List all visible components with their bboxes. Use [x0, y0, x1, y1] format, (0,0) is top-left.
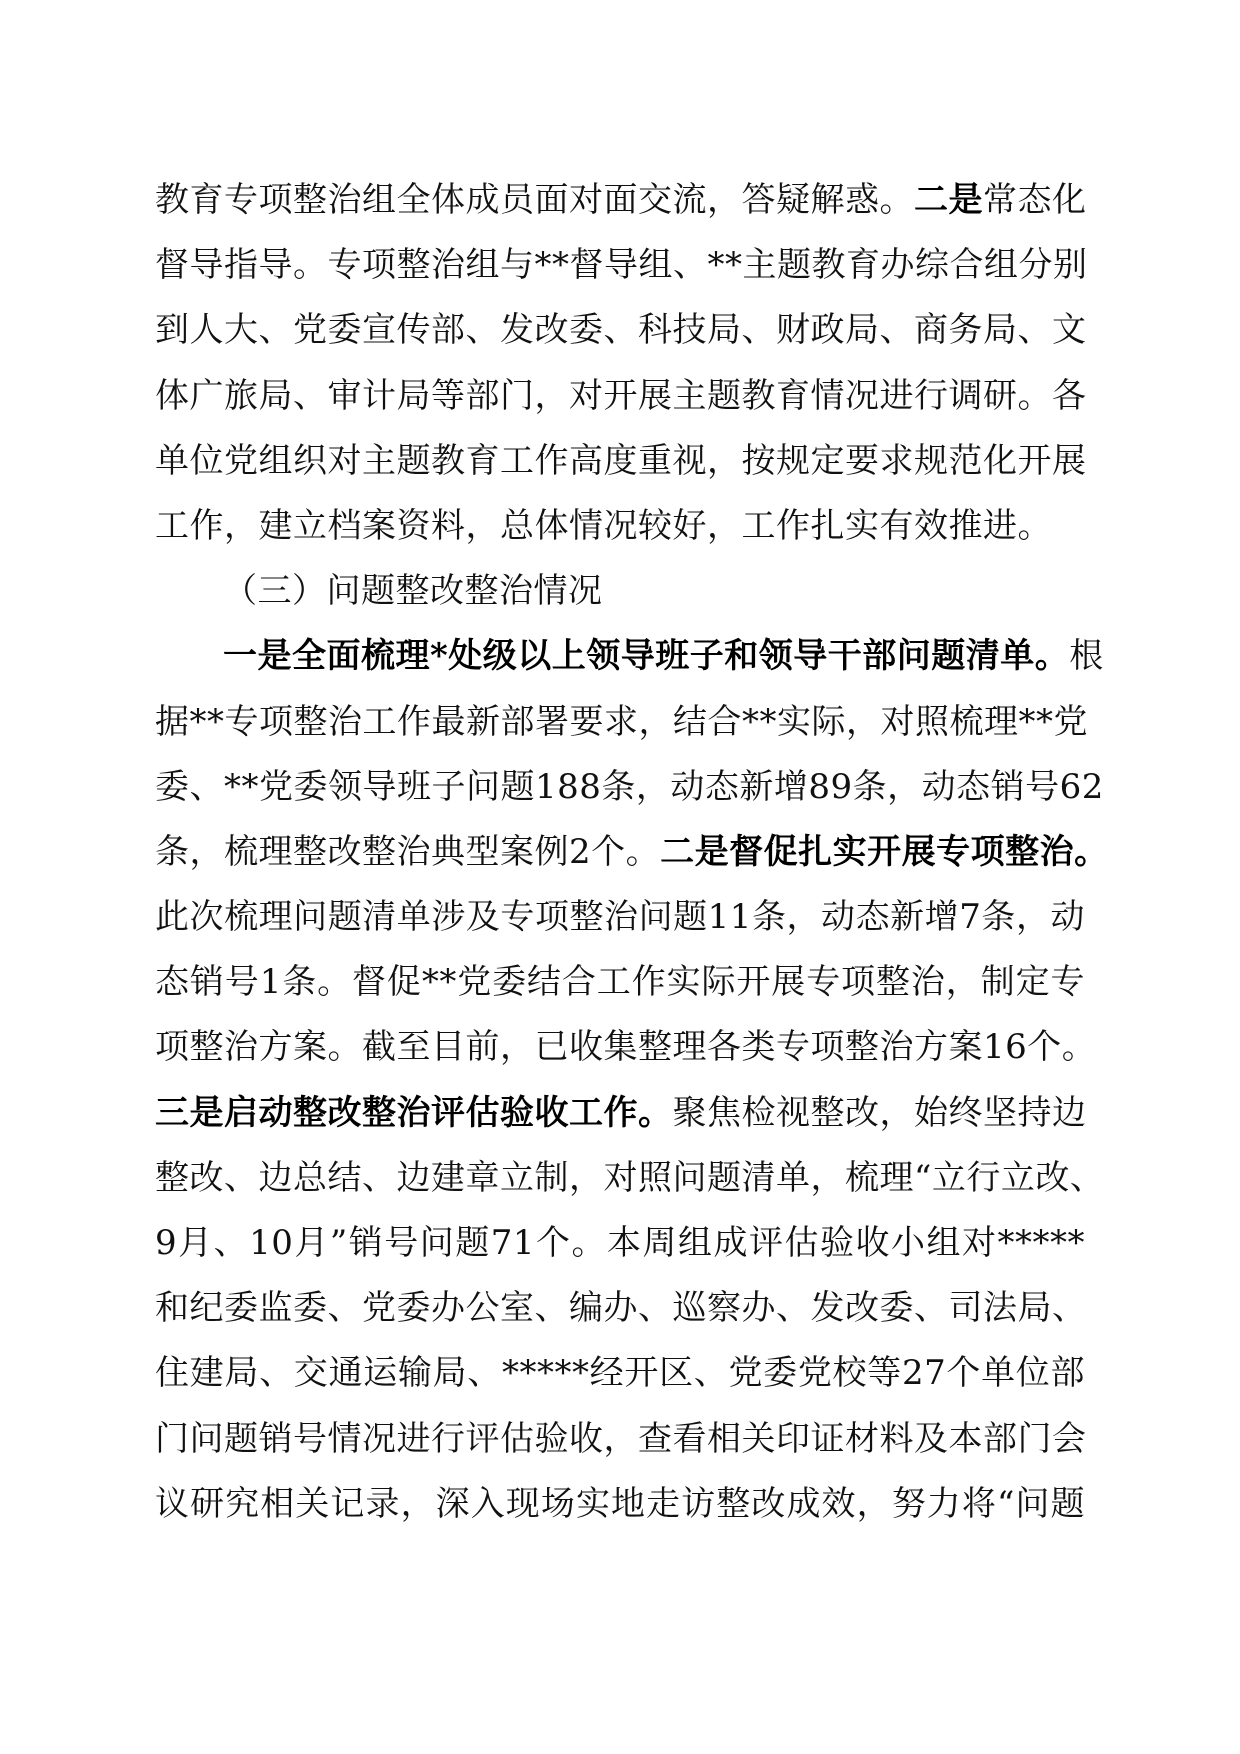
text-line — [155, 624, 1104, 689]
text-line: 9月、10月”销号问题71个。本周组成评估验收小组对***** — [155, 1223, 1085, 1263]
text-line: 到人大、党委宣传部、发改委、科技局、财政局、商务局、文 — [155, 310, 1087, 351]
text-run: 条，梳理整改整治典型案例2个。 — [155, 831, 661, 872]
text-line: 议研究相关记录，深入现场实地走访整改成效，努力将“问题 — [155, 1483, 1085, 1524]
bold-run: 二是 — [914, 180, 983, 220]
text-line: 单位党组织对主题教育工作高度重视，按规定要求规范化开展 — [155, 440, 1087, 481]
section-heading: （三）问题整改整治情况 — [223, 571, 603, 612]
text-line: 此次梳理问题清单涉及专项整治问题11条，动态新增7条，动 — [155, 897, 1085, 938]
text-line — [155, 168, 1085, 233]
text-run: 常态化 — [983, 180, 1087, 220]
text-run: 聚焦检视整改，始终坚持边 — [672, 1092, 1087, 1133]
text-run: 根 — [1069, 636, 1104, 677]
text-line: 项整治方案。截至目前，已收集整理各类专项整治方案16个。 — [155, 1027, 1097, 1068]
bold-run: 一是全面梳理*处级以上领导班子和领导干部问题清单。 — [223, 636, 1070, 677]
text-line: 体广旅局、审计局等部门，对开展主题教育情况进行调研。各 — [155, 375, 1087, 416]
text-line: 委、**党委领导班子问题188条，动态新增89条，动态销号62 — [155, 766, 1104, 807]
text-line: 门问题销号情况进行评估验收，查看相关印证材料及本部门会 — [155, 1418, 1087, 1459]
text-line: 工作，建立档案资料，总体情况较好，工作扎实有效推进。 — [155, 505, 1052, 546]
text-run: 教育专项整治组全体成员面对面交流，答疑解惑。 — [155, 180, 914, 220]
bold-run: 三是启动整改整治评估验收工作。 — [155, 1092, 673, 1133]
document-body — [155, 168, 1109, 1537]
text-line: 态销号1条。督促**党委结合工作实际开展专项整治，制定专 — [155, 962, 1085, 1003]
text-line: 整改、边总结、边建章立制，对照问题清单，梳理“立行立改、 — [155, 1157, 1105, 1198]
text-line: 和纪委监委、党委办公室、编办、巡察办、发改委、司法局、 — [155, 1288, 1087, 1329]
text-line: 据**专项整治工作最新部署要求，结合**实际，对照梳理**党 — [155, 701, 1088, 742]
text-line: 住建局、交通运输局、*****经开区、党委党校等27个单位部 — [155, 1353, 1085, 1394]
text-line: 督导指导。专项整治组与**督导组、**主题教育办综合组分别 — [155, 245, 1088, 286]
bold-run: 二是督促扎实开展专项整治。 — [660, 831, 1109, 872]
text-line — [155, 820, 1109, 885]
text-line — [155, 1081, 1085, 1146]
